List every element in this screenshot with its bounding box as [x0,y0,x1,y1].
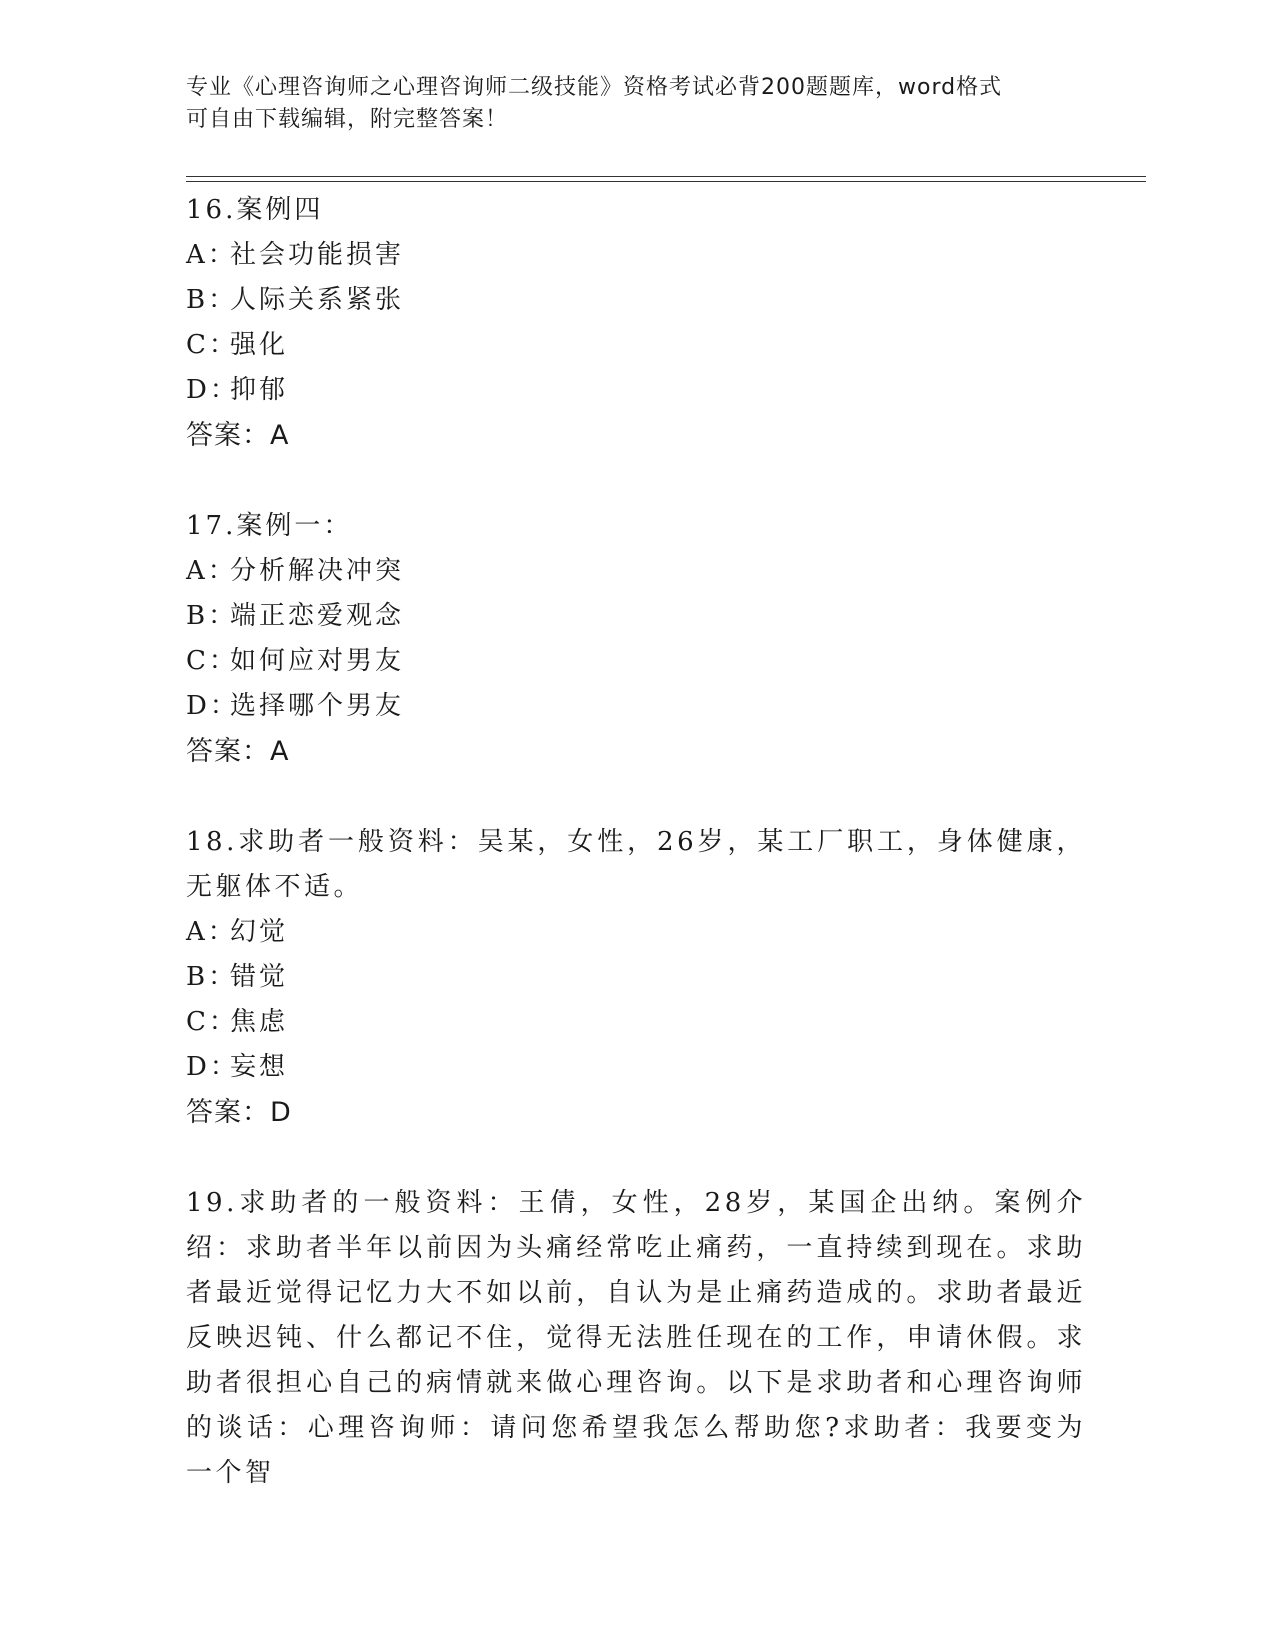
option-text: 强化 [230,330,289,360]
option-b [186,955,1086,1000]
option-text: 选择哪个男友 [230,691,405,721]
question-title: 16.案例四 [186,195,324,225]
option-key: C： [186,330,238,360]
question-title: 19.求助者的一般资料：王倩，女性，28岁，某国企出纳。案例介绍：求助者半年以前因为头痛经常吃止痛药，一直持续到现在。求助者最近觉得记忆力大不如以前，自认为是止痛药造成的。求助者最近反映迟钝、什么都记不住，觉得无法胜任现在的工作，申请休假。求助者很担心自己的病情就来做心理咨询。以下是求助者和心理咨询师的谈话：心理咨询师：请问您希望我怎么帮助您?求助者：我要变为一个智 [186,1188,1086,1488]
option-d [186,684,1086,729]
option-text: 幻觉 [230,917,289,947]
question-title: 17.案例一： [186,511,353,541]
option-key: D： [186,691,239,721]
header-divider-bottom [186,181,1146,182]
option-c [186,323,1086,368]
option-key: B： [186,962,238,992]
question-list [186,188,1086,1496]
document-header [186,72,1066,136]
option-a [186,910,1086,955]
option-key: C： [186,646,238,676]
option-key: D： [186,375,239,405]
option-key: D： [186,1052,239,1082]
option-text: 社会功能损害 [230,240,405,270]
question-19 [186,1181,1086,1496]
option-c [186,1000,1086,1045]
option-key: C： [186,1007,238,1037]
option-text: 端正恋爱观念 [230,601,405,631]
option-b [186,278,1086,323]
header-divider-top [186,176,1146,177]
answer-line: 答案：A [186,420,290,451]
header-line-1: 专业《心理咨询师之心理咨询师二级技能》资格考试必背200题题库，word格式 [186,75,1003,100]
spacer [186,458,1086,504]
option-b [186,594,1086,639]
question-16 [186,188,1086,458]
option-c [186,639,1086,684]
option-key: A： [186,240,237,270]
answer-line: 答案：A [186,736,290,767]
spacer [186,1135,1086,1181]
option-a [186,549,1086,594]
question-18 [186,820,1086,1135]
option-key: B： [186,601,238,631]
option-a [186,233,1086,278]
option-d [186,1045,1086,1090]
answer-line: 答案：D [186,1097,292,1128]
option-d [186,368,1086,413]
option-key: A： [186,556,237,586]
option-text: 抑郁 [230,375,289,405]
option-text: 妄想 [230,1052,289,1082]
option-key: B： [186,285,238,315]
header-line-2: 可自由下载编辑，附完整答案！ [186,107,509,132]
option-text: 人际关系紧张 [230,285,405,315]
option-text: 分析解决冲突 [230,556,405,586]
question-17 [186,504,1086,774]
question-title: 18.求助者一般资料：吴某，女性，26岁，某工厂职工，身体健康，无躯体不适。 [186,827,1086,902]
option-text: 如何应对男友 [230,646,405,676]
option-text: 错觉 [230,962,289,992]
spacer [186,774,1086,820]
option-text: 焦虑 [230,1007,289,1037]
option-key: A： [186,917,237,947]
